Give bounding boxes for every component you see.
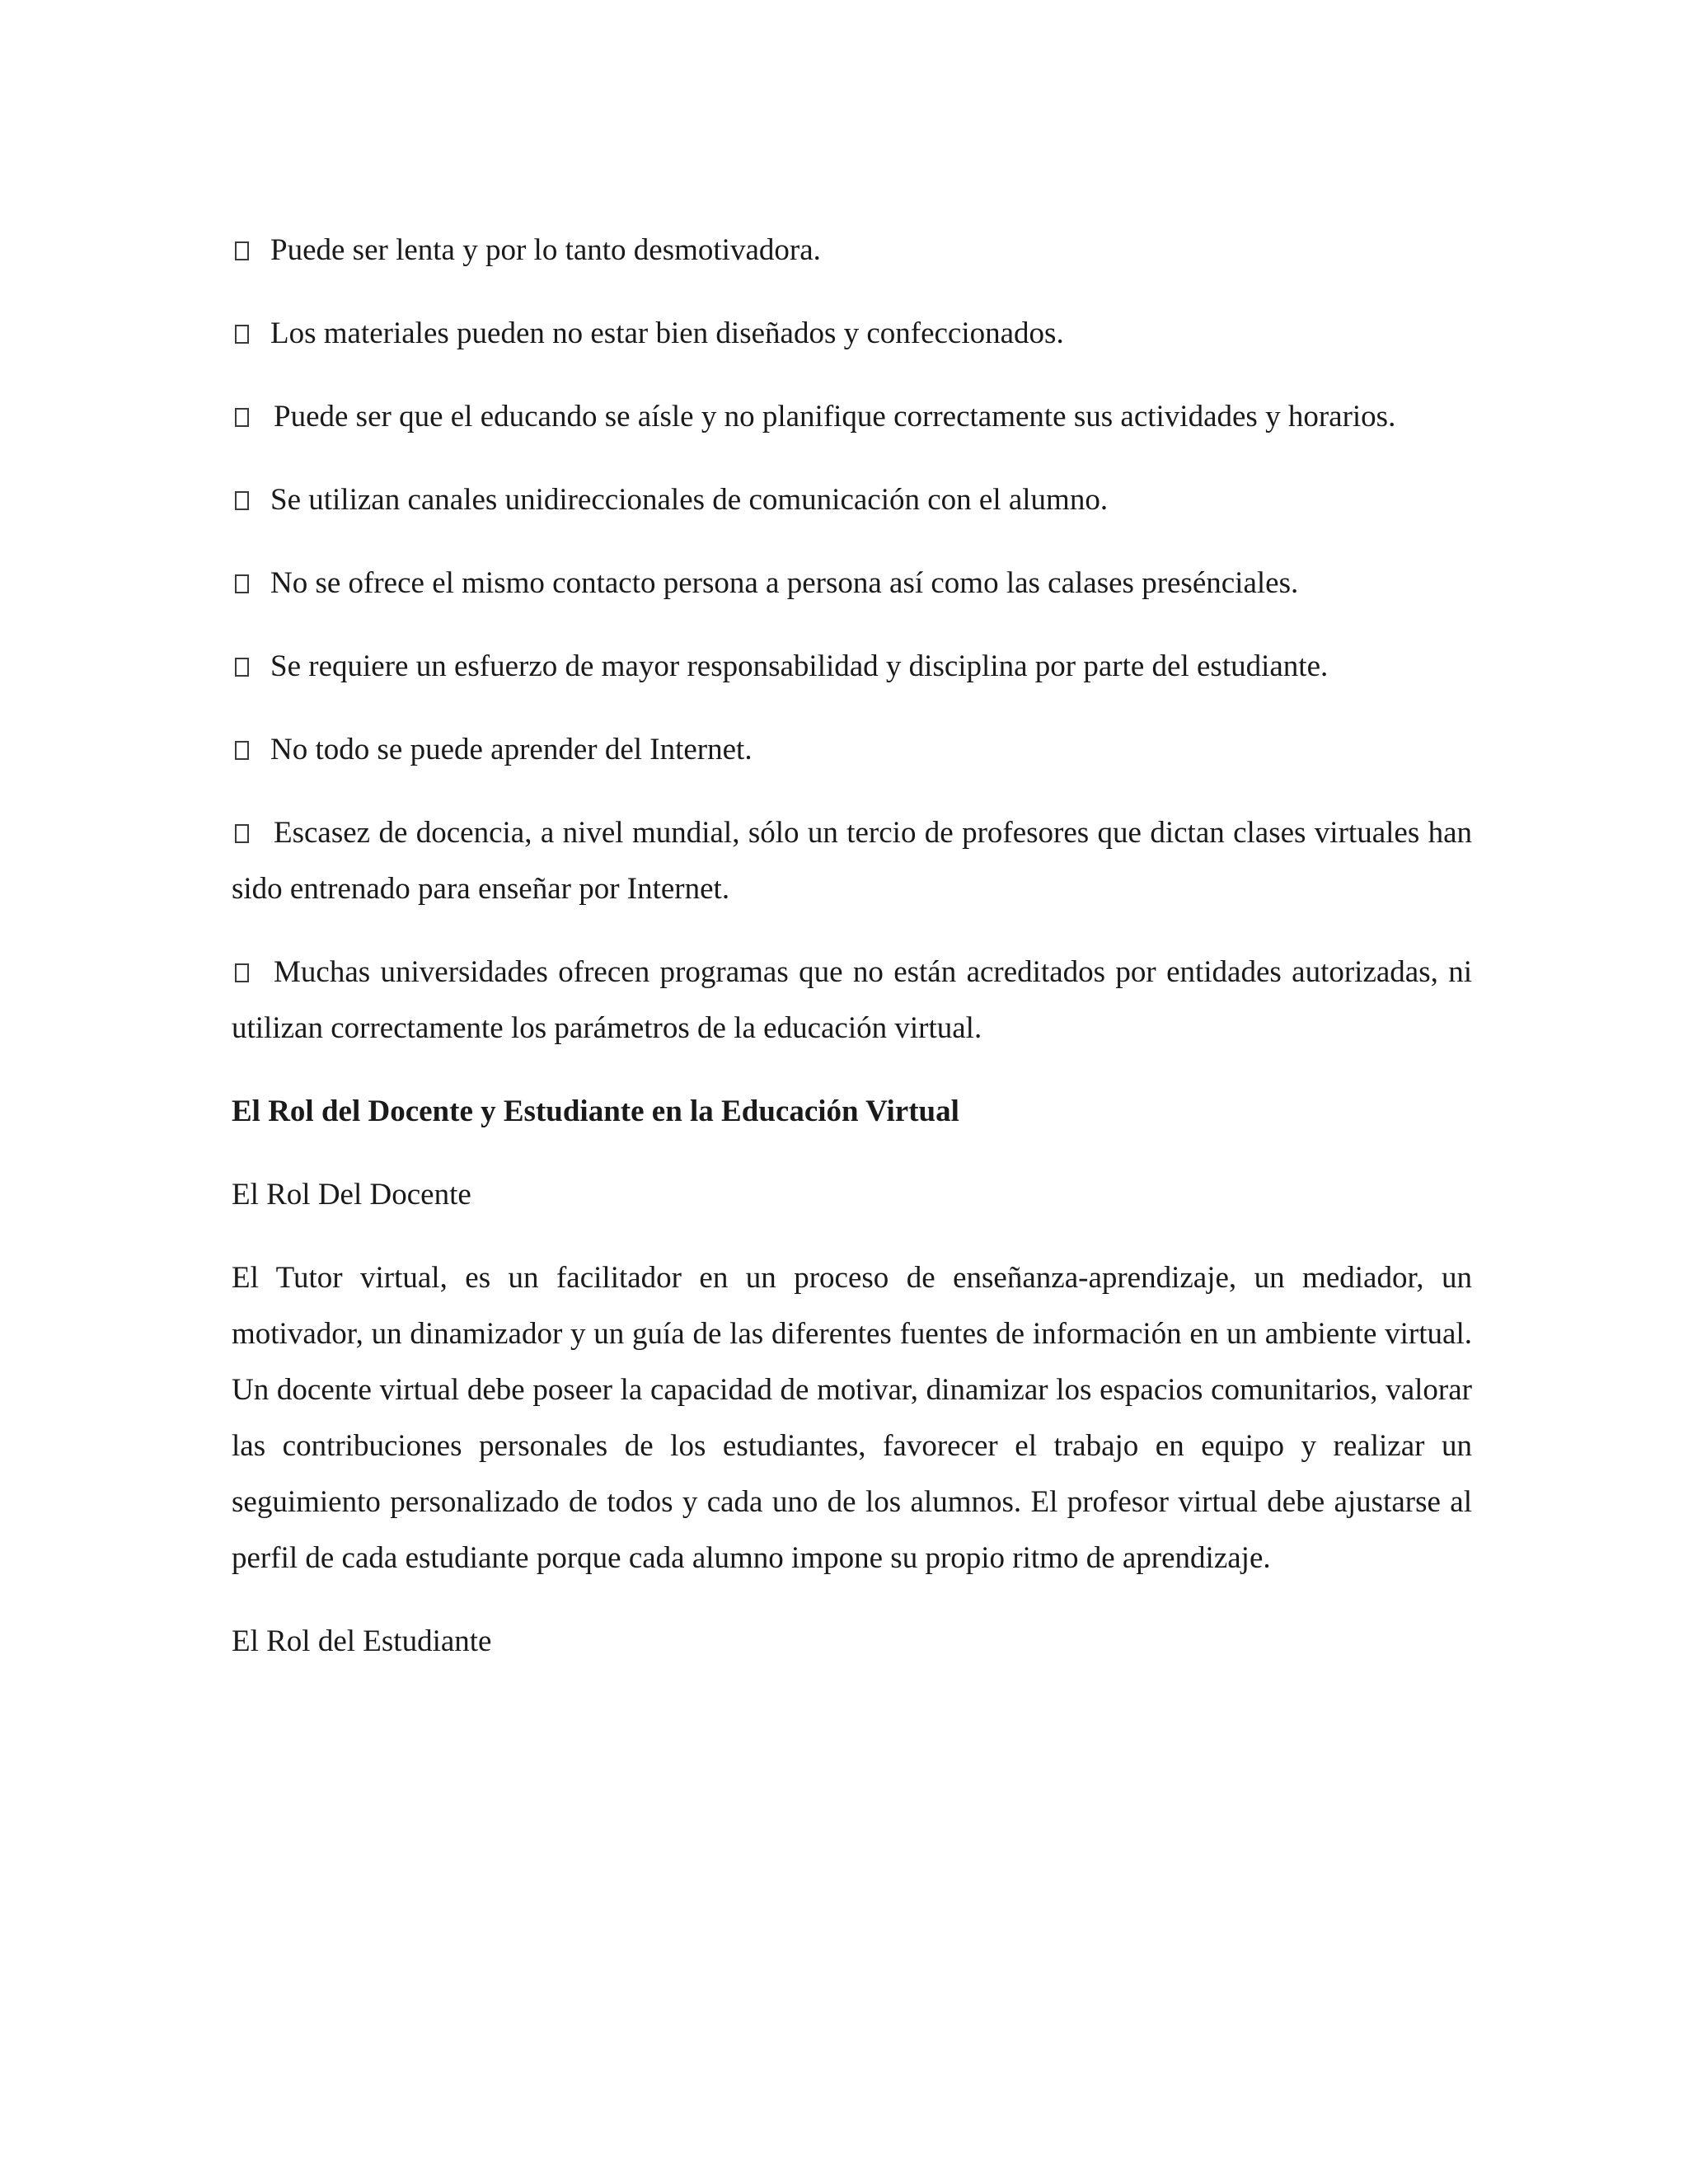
bullet-text: Se utilizan canales unidireccionales de comunicación con el alumno. — [270, 483, 1109, 517]
bullet-item-7 — [232, 722, 1472, 778]
bullet-text: Muchas universidades ofrecen programas que no están acreditados por entidades autorizadas, ni utilizan correctamente los parámetros de la educación virtual. — [232, 955, 1472, 1045]
estudiante-heading: El Rol del Estudiante — [232, 1624, 492, 1658]
bullet-text: Puede ser lenta y por lo tanto desmotivadora. — [270, 233, 821, 267]
bullet-item-6 — [232, 639, 1472, 695]
checkbox-bullet-icon — [235, 491, 249, 510]
bullet-item-3 — [232, 389, 1472, 445]
bullet-item-2 — [232, 306, 1472, 362]
bullet-item-8 — [232, 805, 1472, 917]
checkbox-bullet-icon — [235, 241, 249, 260]
checkbox-bullet-icon — [235, 325, 249, 344]
checkbox-bullet-icon — [235, 824, 249, 843]
section-heading: El Rol del Docente y Estudiante en la Educación Virtual — [232, 1094, 959, 1128]
bullet-item-4 — [232, 472, 1472, 528]
bullet-item-5 — [232, 555, 1472, 612]
bullet-text: Los materiales pueden no estar bien diseñados y confeccionados. — [270, 316, 1064, 350]
bullet-item-9 — [232, 944, 1472, 1057]
bullet-text: Puede ser que el educando se aísle y no planifique correctamente sus actividades y horarios. — [274, 400, 1396, 434]
checkbox-bullet-icon — [235, 963, 249, 982]
docente-paragraph: El Tutor virtual, es un facilitador en un proceso de enseñanza-aprendizaje, un mediador, un motivador, un dinamizador y un guía de las diferentes fuentes de información en un ambiente virtual. Un docente virtual debe poseer la capacidad de motivar, dinamizar los espacios comunitarios, valorar las contribuciones personales de los estudiantes, favorecer el trabajo en equipo y realizar un seguimiento personalizado de todos y cada uno de los alumnos. El profesor virtual debe ajustarse al perfil de cada estudiante porque cada alumno impone su propio ritmo de aprendizaje. — [232, 1261, 1472, 1575]
page-content — [232, 223, 1472, 1697]
checkbox-bullet-icon — [235, 658, 249, 677]
checkbox-bullet-icon — [235, 574, 249, 593]
bullet-item-1 — [232, 223, 1472, 279]
bullet-text: Se requiere un esfuerzo de mayor responsabilidad y disciplina por parte del estudiante. — [270, 649, 1329, 683]
checkbox-bullet-icon — [235, 408, 249, 427]
docente-heading: El Rol Del Docente — [232, 1178, 471, 1212]
bullet-text: Escasez de docencia, a nivel mundial, sólo un tercio de profesores que dictan clases virtuales han sido entrenado para enseñar por Internet. — [232, 816, 1472, 906]
bullet-text: No todo se puede aprender del Internet. — [270, 733, 753, 766]
bullet-text: No se ofrece el mismo contacto persona a persona así como las calases presénciales. — [270, 566, 1299, 600]
checkbox-bullet-icon — [235, 741, 249, 760]
